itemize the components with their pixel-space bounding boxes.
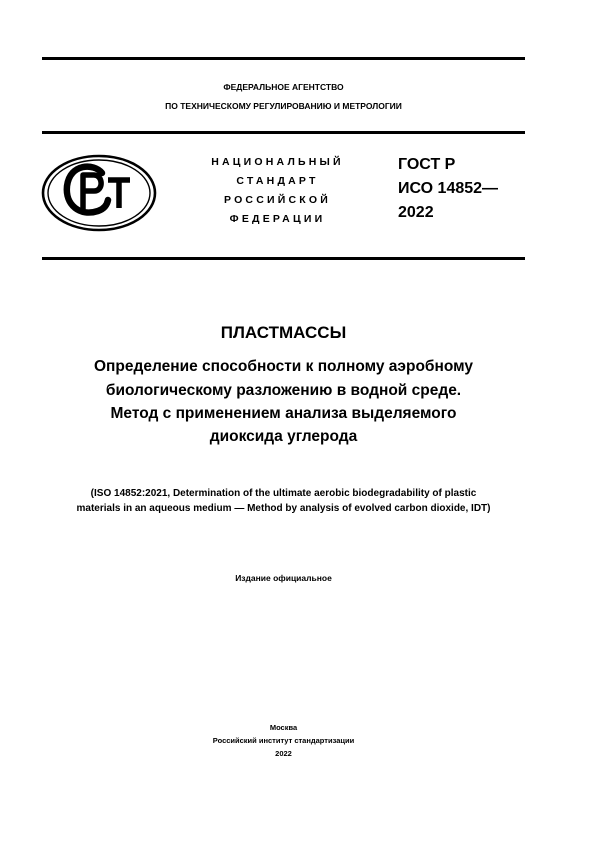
iso-reference-line1: (ISO 14852:2021, Determination of the ultimate aerobic biodegradability of plastic [90, 488, 477, 499]
national-standard-line4: ФЕДЕРАЦИИ [229, 213, 326, 225]
footer-city: Москва [269, 723, 298, 732]
designation-line2: ИСО 14852— [398, 180, 499, 197]
designation-line3: 2022 [398, 204, 434, 221]
national-standard-line2: СТАНДАРТ [236, 175, 319, 187]
subtitle-line1: Определение способности к полному аэробному [94, 358, 473, 375]
designation-line1: ГОСТ Р [398, 156, 456, 173]
iso-reference-line2: materials in an aqueous medium — Method by analysis of evolved carbon dioxide, IDT) [76, 503, 491, 514]
national-standard-line3: РОССИЙСКОЙ [224, 194, 331, 206]
footer-year: 2022 [275, 749, 292, 758]
rst-gost-emblem-icon [40, 153, 158, 233]
footer-publisher: Российский институт стандартизации [212, 736, 355, 745]
national-standard-line1: НАЦИОНАЛЬНЫЙ [211, 156, 344, 168]
bottom-rule [42, 257, 525, 260]
edition-label: Издание официальное [235, 573, 332, 583]
middle-rule [42, 131, 525, 134]
subtitle-line4: диоксида углерода [209, 428, 358, 445]
subtitle-line3: Метод с применением анализа выделяемого [110, 405, 457, 422]
document-title: ПЛАСТМАССЫ [220, 323, 347, 342]
subtitle-line2: биологическому разложению в водной среде. [105, 382, 462, 399]
agency-name-line1: ФЕДЕРАЛЬНОЕ АГЕНТСТВО [223, 82, 344, 92]
agency-name-line2: ПО ТЕХНИЧЕСКОМУ РЕГУЛИРОВАНИЮ И МЕТРОЛОГИИ [165, 101, 402, 111]
top-rule [42, 57, 525, 60]
